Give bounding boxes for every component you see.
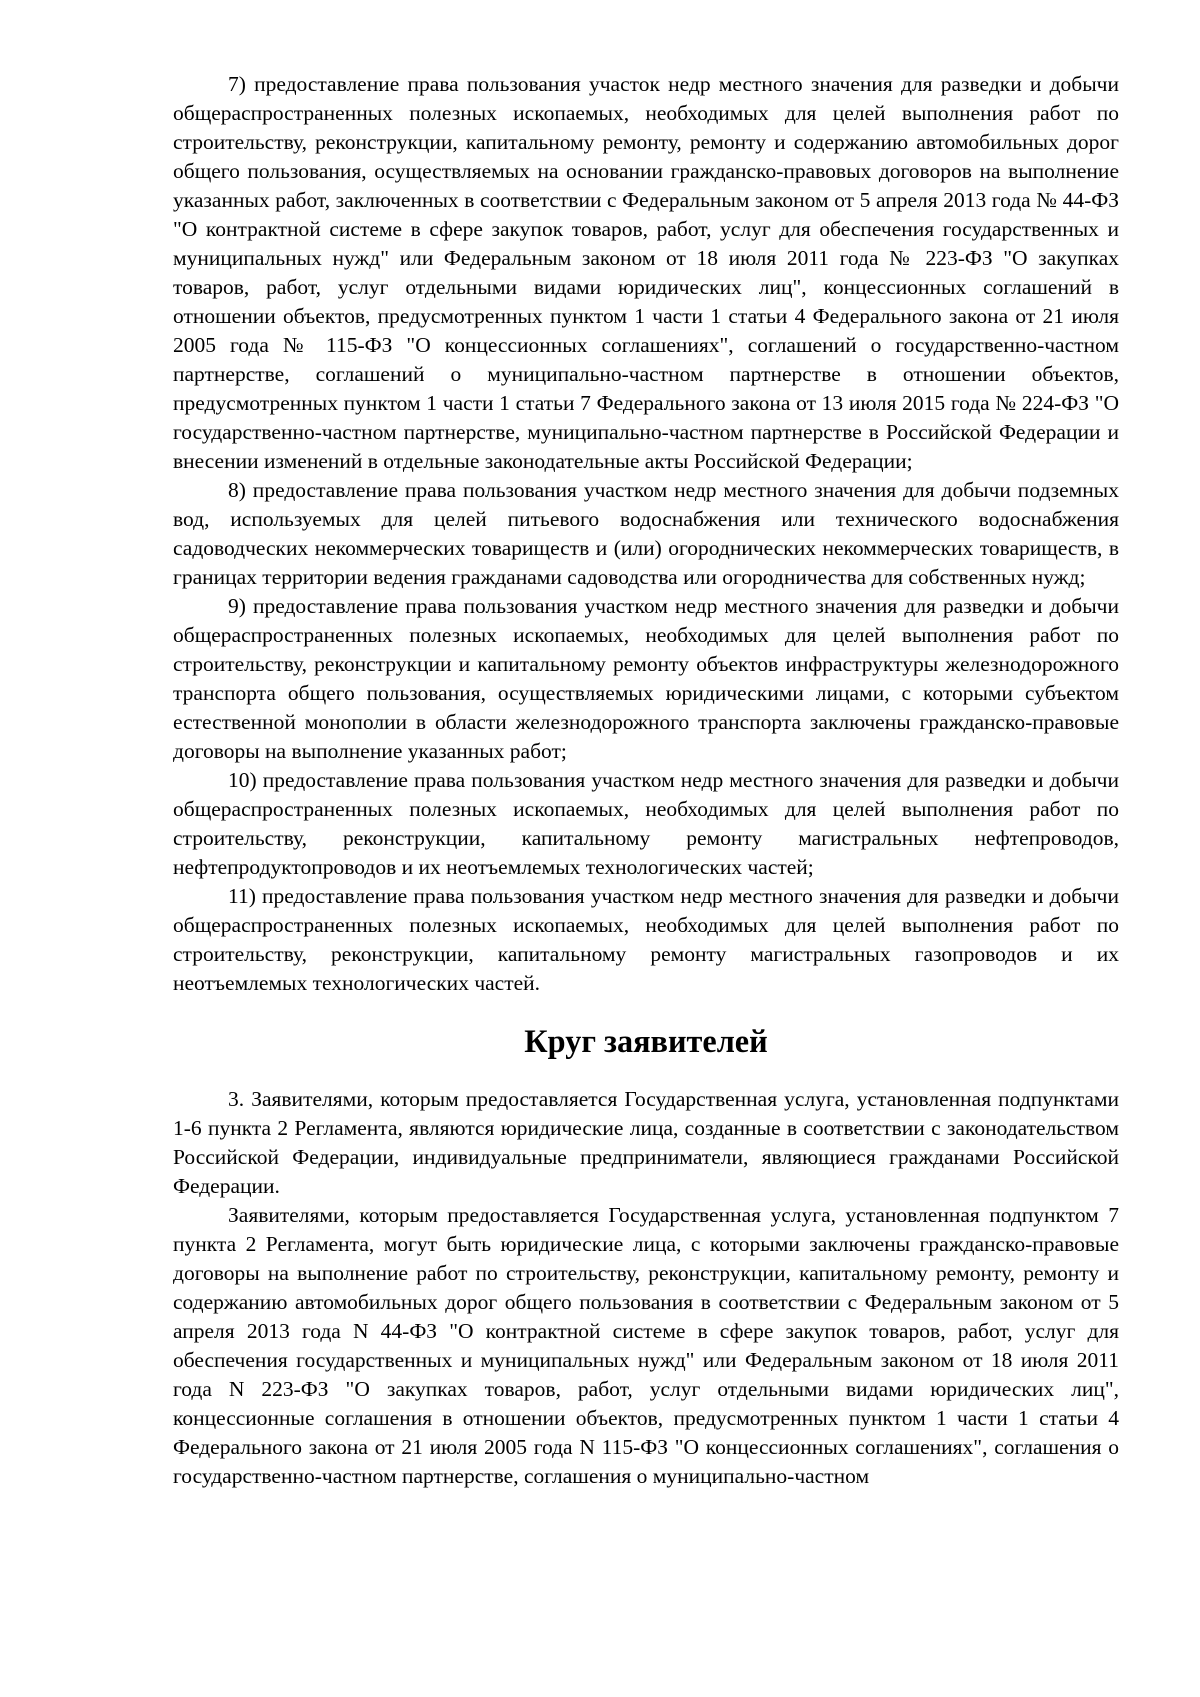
paragraph-applicants-3: 3. Заявителями, которым предоставляется Государственная услуга, установленная подпунктами 1-6 пункта 2 Регламента, являются юридические лица, созданные в соответствии с законодательством Российской Федерации, индивидуальные предприниматели, являющиеся гражданами Российской Федерации. — [173, 1087, 1119, 1198]
section-heading: Круг заявителей — [524, 1023, 768, 1059]
paragraph-item-9: 9) предоставление права пользования участком недр местного значения для разведки и добычи общераспространенных полезных ископаемых, необходимых для целей выполнения работ по строительству, реконструкции и капитальному ремонту объектов инфраструктуры железнодорожного транспорта общего пользования, осуществляемых юридическими лицами, с которыми субъектом естественной монополии в области железнодорожного транспорта заключены гражданско-правовые договоры на выполнение указанных работ; — [173, 594, 1119, 763]
paragraph-item-10: 10) предоставление права пользования участком недр местного значения для разведки и добычи общераспространенных полезных ископаемых, необходимых для целей выполнения работ по строительству, реконструкции, капитальному ремонту магистральных нефтепроводов, нефтепродуктопроводов и их неотъемлемых технологических частей; — [173, 768, 1119, 879]
paragraph-item-7: 7) предоставление права пользования участок недр местного значения для разведки и добычи общераспространенных полезных ископаемых, необходимых для целей выполнения работ по строительству, реконструкции, капитальному ремонту, ремонту и содержанию автомобильных дорог общего пользования, осуществляемых на основании гражданско-правовых договоров на выполнение указанных работ, заключенных в соответствии с Федеральным законом от 5 апреля 2013 года № 44-ФЗ "О контрактной системе в сфере закупок товаров, работ, услуг для обеспечения государственных и муниципальных нужд" или Федеральным законом от 18 июля 2011 года № 223-ФЗ "О закупках товаров, работ, услуг отдельными видами юридических лиц", концессионных соглашений в отношении объектов, предусмотренных пунктом 1 части 1 статьи 4 Федерального закона от 21 июля 2005 года № 115-ФЗ "О концессионных соглашениях", соглашений о государственно-частном партнерстве, соглашений о муниципально-частном партнерстве в отношении объектов, предусмотренных пунктом 1 части 1 статьи 7 Федерального закона от 13 июля 2015 года № 224-ФЗ "О государственно-частном партнерстве, муниципально-частном партнерстве в Российской Федерации и внесении изменений в отдельные законодательные акты Российской Федерации; — [173, 72, 1119, 473]
document-page — [173, 70, 1119, 1491]
paragraph-item-8: 8) предоставление права пользования участком недр местного значения для добычи подземных вод, используемых для целей питьевого водоснабжения или технического водоснабжения садоводческих некоммерческих товариществ и (или) огороднических некоммерческих товариществ, в границах территории ведения гражданами садоводства или огородничества для собственных нужд; — [173, 478, 1119, 589]
paragraph-applicants-subpoint-7: Заявителями, которым предоставляется Государственная услуга, установленная подпунктом 7 пункта 2 Регламента, могут быть юридические лица, с которыми заключены гражданско-правовые договоры на выполнение работ по строительству, реконструкции, капитальному ремонту, ремонту и содержанию автомобильных дорог общего пользования в соответствии с Федеральным законом от 5 апреля 2013 года N 44-ФЗ "О контрактной системе в сфере закупок товаров, работ, услуг для обеспечения государственных и муниципальных нужд" или Федеральным законом от 18 июля 2011 года N 223-ФЗ "О закупках товаров, работ, услуг отдельными видами юридических лиц", концессионные соглашения в отношении объектов, предусмотренных пунктом 1 части 1 статьи 4 Федерального закона от 21 июля 2005 года N 115-ФЗ "О концессионных соглашениях", соглашения о государственно-частном партнерстве, соглашения о муниципально-частном — [173, 1203, 1119, 1488]
paragraph-item-11: 11) предоставление права пользования участком недр местного значения для разведки и добычи общераспространенных полезных ископаемых, необходимых для целей выполнения работ по строительству, реконструкции, капитальному ремонту магистральных газопроводов и их неотъемлемых технологических частей. — [173, 884, 1119, 995]
